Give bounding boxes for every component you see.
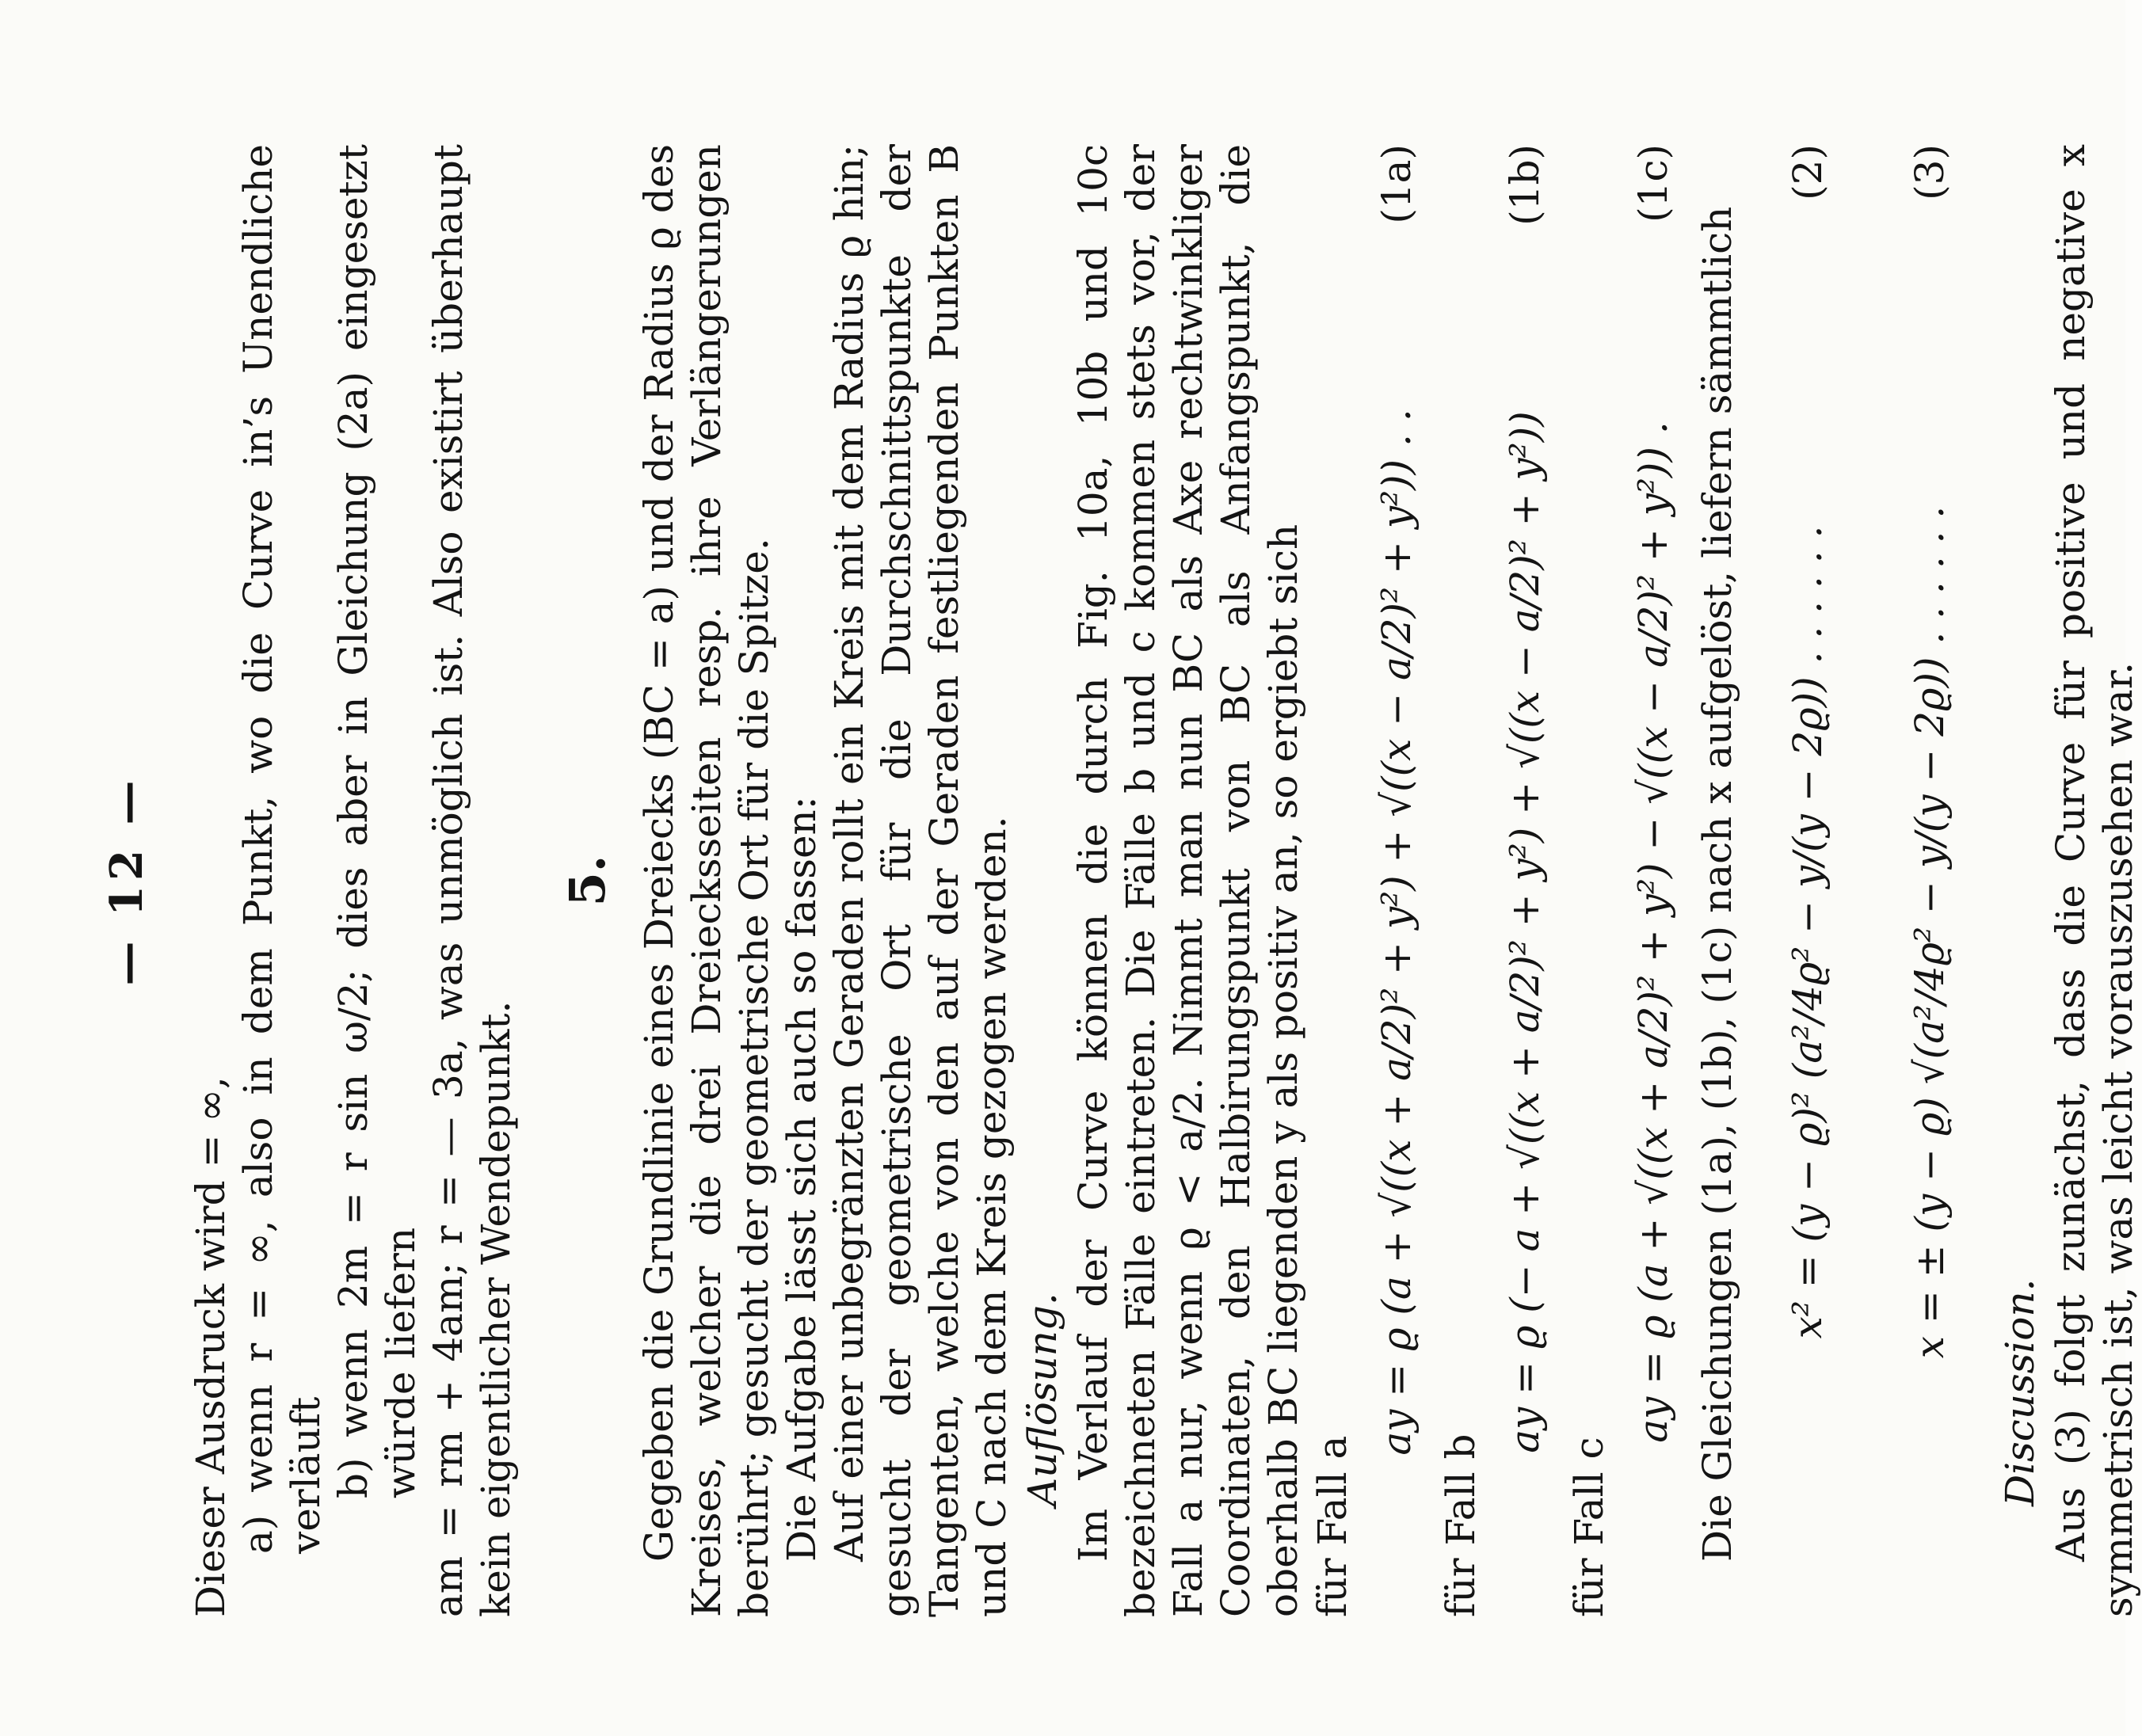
equation-1a-body: ay = ϱ (a + √((x + a/2)² + y²) + √((x − a/2)² + y²)) . . bbox=[1374, 409, 1420, 1456]
equation-1b-tag: (1b) bbox=[1502, 144, 1548, 226]
equation-2-body: x² = (y − ϱ)² (a²/4ϱ² − y/(y − 2ϱ)) . . . . . . bbox=[1785, 525, 1831, 1339]
equation-1b-body: ay = ϱ (− a + √((x + a/2)² + y²) + √((x − a/2)² + y²)) bbox=[1502, 411, 1548, 1453]
paragraph-problem-statement: Gegeben die Grundlinie eines Dreiecks (BC = a) und der Radius ϱ des Kreises, welcher die drei Dreiecksseiten resp. ihre Verlängerungen berührt; gesucht der geometrische Ort für die Spitze. bbox=[636, 144, 777, 1617]
equation-2 bbox=[1752, 144, 1863, 1617]
equation-1c bbox=[1624, 144, 1683, 1617]
equation-3 bbox=[1874, 144, 1985, 1617]
paragraph-no-inflection: am = rm + 4am; r = — 3a, was unmöglich ist. Also existirt überhaupt kein eigentlicher Wendepunkt. bbox=[425, 144, 519, 1617]
equation-3-tag: (3) bbox=[1907, 144, 1953, 200]
paragraph-symmetry: Aus (3) folgt zunächst, dass die Curve für positive und negative x symmetrisch ist, was leicht vorauszusehen war. bbox=[2048, 144, 2141, 1617]
page-header: — 12 — bbox=[101, 775, 153, 986]
case-b-text: b) wenn 2m = r sin ω/2; dies aber in Gleichung (2a) eingesetzt würde liefern bbox=[330, 144, 424, 1498]
equation-3-body: x = ± (y − ϱ) √(a²/4ϱ² − y/(y − 2ϱ)) . . . . . . bbox=[1907, 505, 1953, 1359]
case-a-text: a) wenn r = ∞, also in dem Punkt, wo die Curve in’s Unendliche verläuft bbox=[235, 144, 329, 1554]
section-number: 5. bbox=[558, 855, 616, 907]
label-fall-a: für Fall a bbox=[1309, 1435, 1355, 1617]
paragraph-solved-for-x: Die Gleichungen (1a), (1b), (1c) nach x aufgelöst, liefern sämmtlich bbox=[1694, 206, 1740, 1562]
page-text bbox=[103, 144, 2142, 1617]
equation-1c-body: ay = ϱ (a + √((x + a/2)² + y²) − √((x − a/2)² + y²)) . bbox=[1630, 421, 1676, 1443]
paragraph-cases: Im Verlauf der Curve können die durch Fig. 10a, 10b und 10c bezeichneten Fälle eintreten. Die Fälle b und c kommen stets vor, der Fall a nur, wenn ϱ < a/2. Nimmt man nun BC als Axe rechtwinkliger Coordinaten, den Halbirungspunkt von BC als Anfangspunkt, die oberhalb BC liegenden y als positiv an, so ergiebt sich bbox=[1070, 144, 1306, 1617]
paragraph-reformulation-intro: Die Aufgabe lässt sich auch so fassen: bbox=[779, 796, 825, 1562]
equation-1a-tag: (1a) bbox=[1374, 144, 1420, 224]
paragraph-rolling-circle: Auf einer unbegränzten Geraden rollt ein Kreis mit dem Radius ϱ hin; gesucht der geometrische Ort für die Durchschnittspunkte der Tangenten, welche von den auf der Geraden festliegenden Punkten B und C nach dem Kreis gezogen werden. bbox=[826, 144, 1015, 1617]
equation-1a bbox=[1367, 144, 1426, 1617]
subheading-discussion: Discussion. bbox=[1997, 1278, 2043, 1506]
equation-2-tag: (2) bbox=[1785, 144, 1831, 200]
label-fall-b: für Fall b bbox=[1438, 1433, 1484, 1617]
subheading-solution: Auflösung. bbox=[1020, 1292, 1065, 1506]
equation-1b bbox=[1496, 144, 1554, 1617]
equation-1c-tag: (1c) bbox=[1630, 144, 1676, 223]
paragraph-expression-infinite: Dieser Ausdruck wird = ∞, bbox=[188, 1076, 234, 1617]
label-fall-c: für Fall c bbox=[1566, 1437, 1612, 1617]
